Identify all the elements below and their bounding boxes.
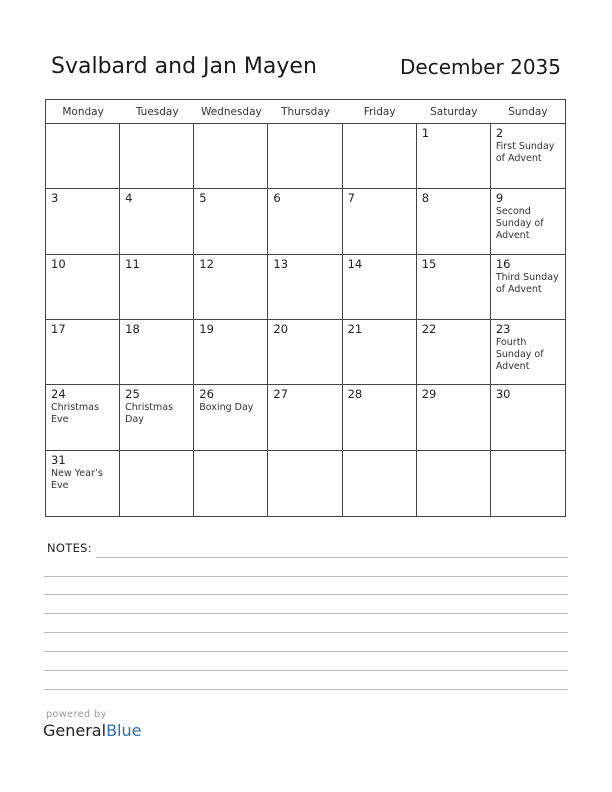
day-cell [120, 255, 194, 320]
weekday-header: Tuesday [120, 100, 194, 124]
notes-line [44, 670, 568, 671]
month-label: December 2035 [400, 55, 561, 79]
day-number: 21 [347, 322, 363, 336]
day-cell [343, 451, 417, 516]
day-number: 23 [495, 322, 511, 336]
day-cell [194, 320, 268, 385]
day-cell [194, 385, 268, 450]
day-number: 22 [421, 322, 437, 336]
holiday-label: Christmas Day [125, 402, 174, 426]
day-cell [194, 255, 268, 320]
day-cell [120, 385, 194, 450]
day-number: 25 [125, 387, 140, 402]
day-number: 1 [421, 126, 430, 140]
day-number: 26 [199, 387, 214, 402]
day-number: 4 [125, 191, 133, 206]
weekday-header: Wednesday [194, 100, 268, 124]
brand-blue: Blue [106, 721, 142, 740]
day-number: 14 [347, 256, 363, 271]
day-cell [417, 189, 491, 254]
day-cell [417, 451, 491, 516]
holiday-label: Fourth Sunday of Advent [495, 337, 544, 372]
notes-line [44, 594, 568, 595]
day-cell [268, 255, 342, 320]
notes-label: NOTES: [47, 541, 92, 555]
day-number: 27 [273, 387, 289, 402]
day-cell [46, 124, 120, 189]
day-number: 11 [125, 256, 140, 271]
day-cell [343, 320, 417, 385]
day-number: 13 [273, 256, 289, 271]
day-cell [491, 124, 565, 189]
weekday-header: Thursday [268, 100, 342, 124]
day-cell [46, 451, 120, 516]
day-number: 17 [51, 322, 66, 336]
calendar-title: Svalbard and Jan Mayen [51, 54, 317, 79]
day-cell [268, 451, 342, 516]
holiday-label: Christmas Eve [51, 402, 99, 426]
weekday-header: Saturday [417, 100, 491, 124]
day-cell [268, 124, 342, 189]
day-cell [491, 255, 565, 320]
day-cell [46, 385, 120, 450]
day-cell [343, 255, 417, 320]
day-cell [120, 320, 194, 385]
notes-line [44, 689, 568, 690]
holiday-label: Third Sunday of Advent [495, 271, 559, 295]
day-number: 30 [495, 387, 511, 402]
notes-line [44, 632, 568, 633]
day-cell [194, 189, 268, 254]
day-number: 16 [495, 256, 511, 271]
notes-line [96, 557, 568, 558]
weekday-header: Monday [46, 100, 120, 124]
day-cell [46, 189, 120, 254]
day-cell [120, 189, 194, 254]
holiday-label: Second Sunday of Advent [495, 206, 544, 242]
brand-general: General [43, 721, 107, 740]
day-number: 6 [273, 191, 281, 206]
day-cell [491, 320, 565, 385]
weekday-header: Sunday [491, 100, 565, 124]
powered-by-text: powered by [46, 709, 107, 720]
day-cell [120, 451, 194, 516]
day-number: 15 [421, 256, 437, 271]
day-number: 7 [347, 191, 355, 206]
day-number: 24 [51, 387, 66, 402]
day-number: 31 [51, 452, 66, 467]
day-cell [343, 124, 417, 189]
weekday-header: Friday [343, 100, 417, 124]
day-number: 10 [51, 256, 66, 271]
day-number: 29 [421, 387, 437, 402]
holiday-label: First Sunday of Advent [495, 141, 555, 164]
day-cell [343, 385, 417, 450]
day-number: 9 [495, 191, 504, 206]
day-cell [343, 189, 417, 254]
day-number: 28 [347, 387, 363, 402]
day-cell [46, 255, 120, 320]
day-cell [268, 385, 342, 450]
day-cell [417, 124, 491, 189]
day-number: 3 [51, 191, 59, 206]
notes-line [44, 651, 568, 652]
day-cell [417, 255, 491, 320]
day-number: 18 [125, 322, 140, 336]
day-number: 19 [199, 322, 214, 336]
notes-line [44, 576, 568, 577]
day-cell [46, 320, 120, 385]
day-cell [268, 189, 342, 254]
day-cell [120, 124, 194, 189]
day-cell [194, 124, 268, 189]
day-cell [268, 320, 342, 385]
calendar-grid [45, 99, 566, 517]
holiday-label: Boxing Day [199, 402, 254, 414]
day-number: 5 [199, 191, 207, 206]
day-cell [417, 385, 491, 450]
day-number: 2 [495, 126, 504, 140]
day-cell [491, 385, 565, 450]
day-number: 20 [273, 322, 289, 336]
day-number: 12 [199, 256, 214, 271]
day-cell [491, 451, 565, 516]
day-cell [194, 451, 268, 516]
brand-logo [43, 721, 141, 740]
day-cell [491, 189, 565, 254]
notes-line [44, 613, 568, 614]
day-number: 8 [421, 191, 430, 206]
holiday-label: New Year’s Eve [51, 467, 103, 491]
day-cell [417, 320, 491, 385]
